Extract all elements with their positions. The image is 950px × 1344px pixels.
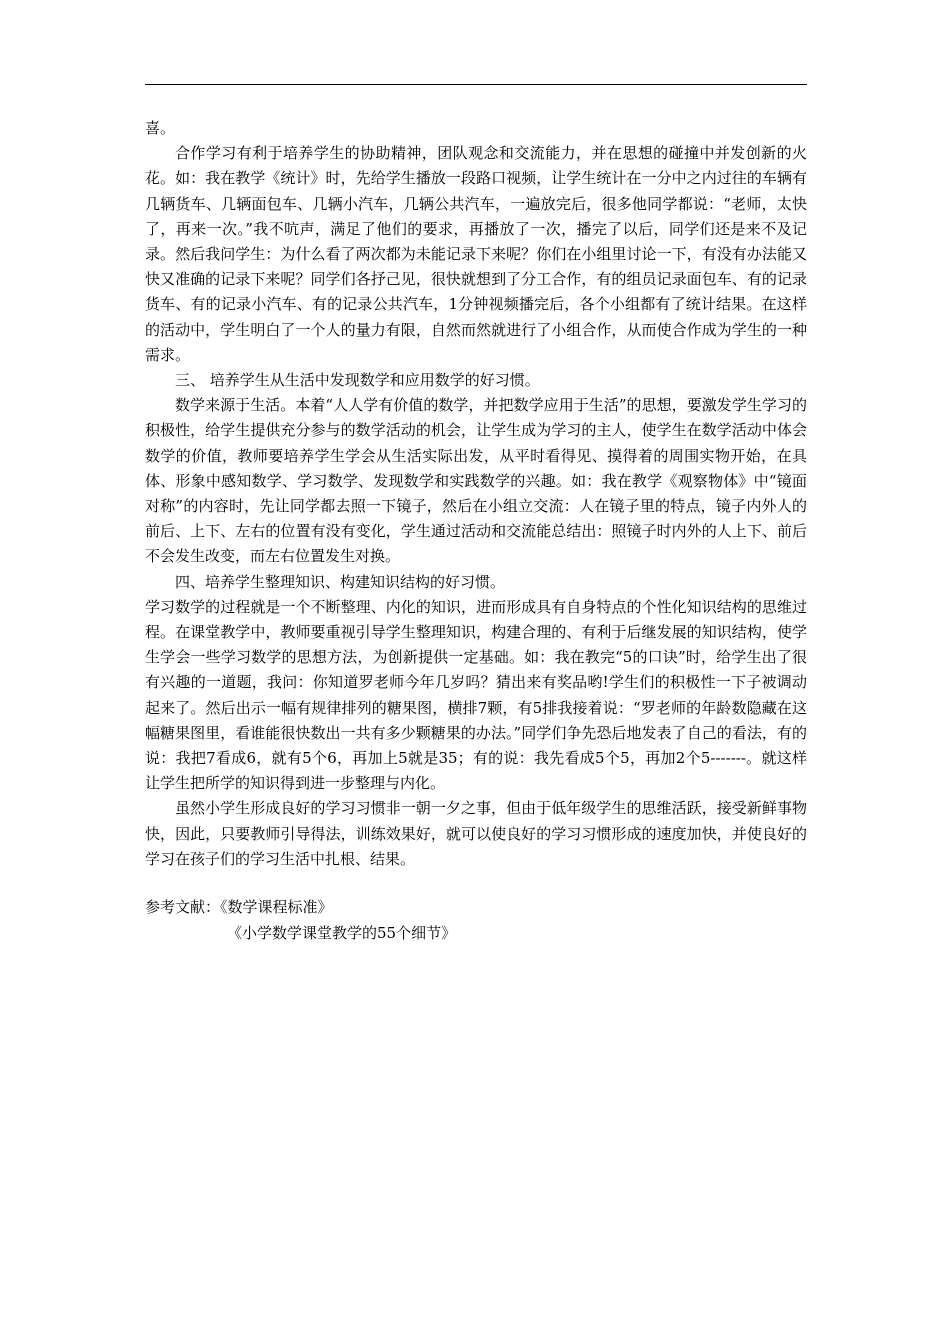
- reference-line-2: [145, 920, 807, 946]
- reference-line-1: [145, 894, 807, 920]
- document-body: [145, 116, 807, 946]
- section-heading-three: 三、 培养学生从生活中发现数学和应用数学的好习惯。: [175, 371, 540, 390]
- references-label: 参考文献：: [145, 898, 221, 917]
- paragraph-continuation: 喜。: [145, 119, 176, 137]
- paragraph-cooperative-learning: 合作学习有利于培养学生的协助精神，团队观念和交流能力，并在思想的碰撞中并发创新的火花。如：我在教学《统计》时，先给学生播放一段路口视频，让学生统计在一分中之内过往的车辆有几辆货车、几辆面包车、几辆小汽车，几辆公共汽车，一遍放完后，很多他同学都说：“老师，太快了，再来一次。”我不吭声，满足了他们的要求，再播放了一次，播完了以后，同学们还是来不及记录。然后我问学生：为什么看了两次都为未能记录下来呢？你们在小组里讨论一下，有没有办法能又快又准确的记录下来呢？同学们各抒己见，很快就想到了分工合作，有的组员记录面包车、有的记录货车、有的记录小汽车、有的记录公共汽车，1分钟视频播完后，各个小组都有了统计结果。在这样的活动中，学生明白了一个人的量力有限，自然而然就进行了小组合作，从而使合作成为学生的一种需求。: [145, 144, 807, 364]
- references-section: [145, 894, 807, 946]
- header-rule: [145, 84, 807, 85]
- paragraph-math-from-life: 数学来源于生活。本着“人人学有价值的数学，并把数学应用于生活”的思想，要激发学生学习的积极性，给学生提供充分参与的数学活动的机会，让学生成为学习的主人，使学生在数学活动中体会数学的价值，教师要培养学生学会从生活实际出发，从平时看得见、摸得着的周围实物开始，在具体、形象中感知数学、学习数学、发现数学和实践数学的兴趣。如：我在教学《观察物体》中“镜面对称”的内容时，先让同学都去照一下镜子，然后在小组立交流：人在镜子里的特点，镜子内外人的前后、上下、左右的位置有没有变化，学生通过活动和交流能总结出：照镜子时内外的人上下、前后不会发生改变，而左右位置发生对换。: [145, 396, 807, 566]
- reference-item: 《数学课程标准》: [220, 898, 333, 917]
- paragraph-knowledge-structure: 学习数学的过程就是一个不断整理、内化的知识，进而形成具有自身特点的个性化知识结构的思维过程。在课堂教学中，教师要重视引导学生整理知识，构建合理的、有利于后继发展的知识结构，使学生学会一些学习数学的思想方法，为创新提供一定基础。如：我在教完“5的口诀”时，给学生出了很有兴趣的一道题，我问：你知道罗老师今年几岁吗？猜出来有奖品哟!学生们的积极性一下子被调动起来了。然后出示一幅有规律排列的糖果图，横排7颗，有5排我接着说：“罗老师的年龄数隐藏在这幅糖果图里，看谁能很快数出一共有多少颗糖果的办法。”同学们争先恐后地发表了自己的看法，有的说：我把7看成6，就有5个6，再加上5就是35；有的说：我先看成5个5，再加2个5-------。就这样让学生把所学的知识得到进一步整理与内化。: [145, 597, 807, 793]
- paragraph-conclusion: 虽然小学生形成良好的学习习惯非一朝一夕之事，但由于低年级学生的思维活跃，接受新鲜事物快，因此，只要教师引导得法，训练效果好，就可以使良好的学习习惯形成的速度加快，并使良好的学习在孩子们的学习生活中扎根、结果。: [145, 799, 807, 868]
- reference-item: 《小学数学课堂教学的55个细节》: [227, 924, 457, 943]
- section-heading-four: 四、培养学生整理知识、构建知识结构的好习惯。: [175, 572, 506, 591]
